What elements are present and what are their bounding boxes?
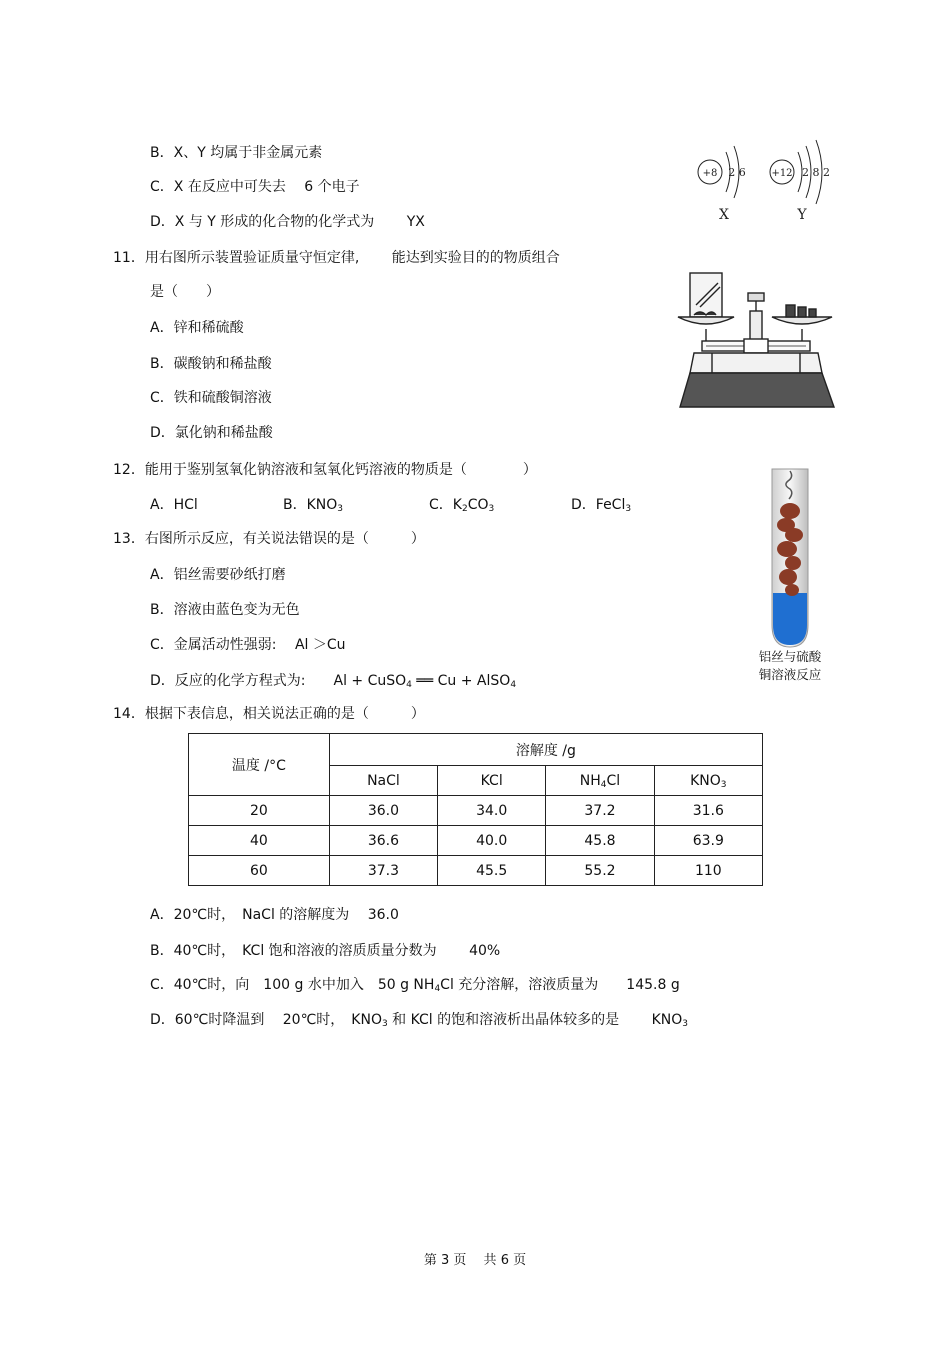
test-tube-illustration: [766, 465, 814, 650]
q14-option-c: C．40℃时，向 100 g 水中加入 50 g $NH_4Cl$ 充分溶解，溶液质量为 145.8 g: [150, 977, 680, 994]
atom-y-shells: 2 8 2: [802, 166, 830, 179]
q11-option-a: A．锌和稀硫酸: [150, 320, 244, 336]
atom-x-nucleus: +8: [702, 168, 718, 179]
table-cell: 110: [654, 856, 762, 886]
table-cell: 60: [189, 856, 330, 886]
q13-option-d: D．反应的化学方程式为: Al + CuSO$_4$ ══ Cu + AlSO$_4$: [150, 673, 517, 690]
table-cell: 45.5: [438, 856, 546, 886]
page-footer: 第 3 页 共 6 页: [423, 1253, 527, 1268]
table-col-nh4cl: $NH_4Cl$: [546, 766, 654, 796]
table-cell: 55.2: [546, 856, 654, 886]
q14-option-d: D．60℃时降温到 20℃时， $KNO_3$ 和 KCl 的饱和溶液析出晶体较多的是 $KNO_3$: [150, 1012, 689, 1029]
table-cell: 40: [189, 826, 330, 856]
atom-structure-diagram: [690, 138, 850, 228]
table-cell: 31.6: [654, 796, 762, 826]
table-cell: 36.0: [329, 796, 437, 826]
q11-stem: 11．用右图所示装置验证质量守恒定律, 能达到实验目的的物质组合: [113, 250, 560, 266]
table-cell: 34.0: [438, 796, 546, 826]
table-cell: 20: [189, 796, 330, 826]
q11-stem-cont: 是（ ）: [150, 284, 220, 300]
q14-option-a: A．20℃时， NaCl 的溶解度为 36.0: [150, 907, 399, 923]
q13-option-a: A．铝丝需要砂纸打磨: [150, 567, 286, 583]
q13-stem: 13．右图所示反应，有关说法错误的是（ ）: [113, 531, 425, 547]
q12-option-a: A．HCl: [150, 497, 198, 513]
table-col-kno3: $KNO_3$: [654, 766, 762, 796]
table-cell: 37.3: [329, 856, 437, 886]
balance-scale-illustration: [672, 265, 842, 410]
q13-option-b: B．溶液由蓝色变为无色: [150, 602, 300, 618]
atom-x-label: X: [719, 207, 729, 223]
table-header-temperature: 温度 /°C: [189, 734, 330, 796]
q12-option-c: C．$K_2CO_3$: [429, 497, 495, 514]
test-tube-caption: 铝丝与硫酸 铜溶液反应: [758, 649, 822, 682]
q12-stem: 12．能用于鉴别氢氧化钠溶液和氢氧化钙溶液的物质是（ ）: [113, 462, 537, 478]
table-col-nacl: NaCl: [329, 766, 437, 796]
q10-option-b: B．X、Y 均属于非金属元素: [150, 145, 323, 161]
table-cell: 40.0: [438, 826, 546, 856]
q11-option-c: C．铁和硫酸铜溶液: [150, 390, 272, 406]
table-row: [189, 796, 763, 826]
table-cell: 36.6: [329, 826, 437, 856]
q14-option-b: B．40℃时， KCl 饱和溶液的溶质质量分数为 40%: [150, 943, 501, 959]
atom-y-nucleus: +12: [771, 168, 793, 179]
table-cell: 45.8: [546, 826, 654, 856]
q12-option-d: D．FeCl$_3$: [571, 497, 632, 514]
q12-option-b: B．$KNO_3$: [283, 497, 344, 514]
table-row: [189, 826, 763, 856]
table-header-solubility: 溶解度 /g: [329, 734, 762, 766]
q10-option-c: C．X 在反应中可失去 6 个电子: [150, 179, 360, 195]
atom-x-shells: 2 6: [728, 166, 746, 179]
table-row: [189, 856, 763, 886]
table-col-kcl: KCl: [438, 766, 546, 796]
q11-option-b: B．碳酸钠和稀盐酸: [150, 356, 272, 372]
atom-y-label: Y: [797, 207, 807, 223]
table-cell: 37.2: [546, 796, 654, 826]
q13-option-c: C．金属活动性强弱: Al ＞Cu: [150, 637, 346, 653]
q14-stem: 14．根据下表信息，相关说法正确的是（ ）: [113, 706, 425, 722]
q10-option-d: D．X 与 Y 形成的化合物的化学式为 YX: [150, 214, 425, 230]
table-cell: 63.9: [654, 826, 762, 856]
solubility-table: [188, 733, 763, 886]
q11-option-d: D．氯化钠和稀盐酸: [150, 425, 273, 441]
